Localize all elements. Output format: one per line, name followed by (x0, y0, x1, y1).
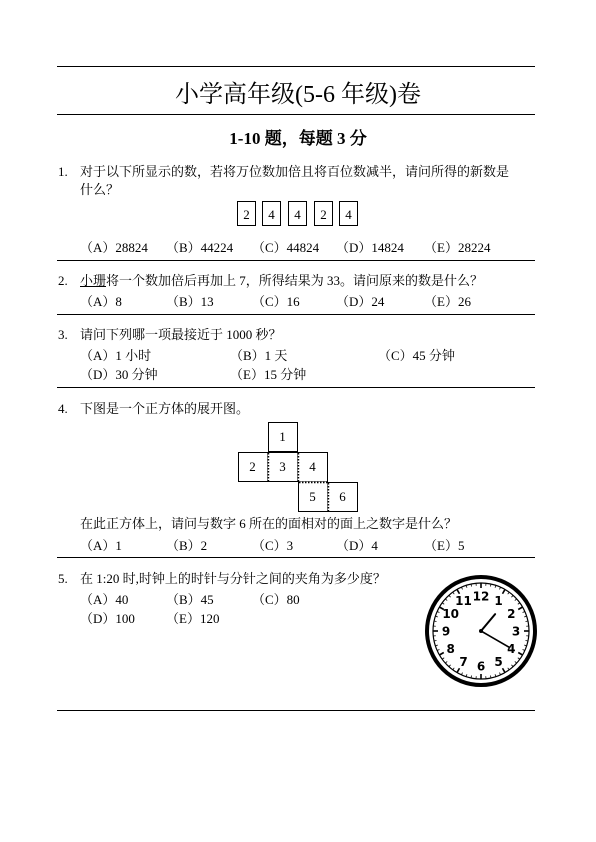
clock-number: 3 (511, 624, 521, 639)
clock-center-pin (479, 629, 483, 633)
q4-option-c[interactable]: （C）3 (252, 538, 294, 553)
q4-text: 下图是一个正方体的展开图。 (80, 401, 250, 416)
q4-option-e[interactable]: （E）5 (424, 538, 465, 553)
q3-option-c[interactable]: （C）45 分钟 (378, 348, 455, 363)
clock-number: 12 (472, 589, 490, 604)
q5-number: 5. (58, 571, 68, 586)
clock-tick (434, 640, 436, 641)
page-title: 小学高年级(5-6 年级)卷 (175, 82, 421, 108)
top-rule (57, 66, 535, 67)
q3-option-d[interactable]: （D）30 分钟 (80, 367, 158, 382)
clock-tick (526, 640, 528, 641)
clock-illustration (424, 574, 538, 688)
clock-number: 9 (441, 624, 451, 639)
q2-text (80, 272, 483, 290)
section-heading: 1-10 题，每题 3 分 (229, 129, 367, 148)
q3-divider (57, 387, 535, 388)
clock-tick (471, 676, 472, 678)
title-rule (57, 114, 535, 115)
clock-number: 4 (507, 642, 516, 656)
clock-number: 7 (459, 654, 468, 669)
q1-number: 1. (58, 164, 68, 179)
clock-number: 1 (494, 594, 503, 609)
net-face-6: 6 (339, 489, 346, 504)
q5-option-e[interactable]: （E）120 (166, 611, 220, 626)
q3-number: 3. (58, 327, 68, 342)
q1-option-d[interactable]: （D）14824 (336, 240, 404, 255)
q1-text-line2: 什么？ (80, 182, 120, 197)
q5-option-a[interactable]: （A）40 (80, 592, 129, 607)
q1-digit-box: 4 (262, 201, 281, 226)
q1-option-e[interactable]: （E）28224 (424, 240, 491, 255)
q1-option-c[interactable]: （C）44824 (252, 240, 320, 255)
q2-option-b[interactable]: （B）13 (166, 294, 214, 309)
bottom-rule (57, 710, 535, 711)
q3-text: 请问下列哪一项最接近于 1000 秒？ (80, 327, 282, 342)
net-face-4: 4 (309, 459, 316, 474)
q2-option-d[interactable]: （D）24 (336, 294, 385, 309)
q2-number: 2. (58, 273, 68, 288)
q4-divider (57, 557, 535, 558)
q4-number: 4. (58, 401, 68, 416)
q4-option-d[interactable]: （D）4 (336, 538, 378, 553)
q2-text-rest: 将一个数加倍后再加上 7，所得结果为 33。请问原来的数是什么？ (106, 273, 484, 288)
clock-tick (490, 584, 491, 586)
q1-digit-box: 2 (314, 201, 333, 226)
q5-text: 在 1:20 时,时钟上的时针与分针之间的夹角为多少度？ (80, 571, 386, 586)
q1-option-b[interactable]: （B）44224 (166, 240, 234, 255)
q2-option-e[interactable]: （E）26 (424, 294, 471, 309)
net-face-1: 1 (279, 429, 286, 444)
q5-option-b[interactable]: （B）45 (166, 592, 214, 607)
q4-question: 在此正方体上，请问与数字 6 所在的面相对的面上之数字是什么？ (80, 516, 458, 531)
clock-tick (526, 621, 528, 622)
clock-tick (490, 676, 491, 678)
q2-option-a[interactable]: （A）8 (80, 294, 122, 309)
q1-digit-box: 2 (237, 201, 256, 226)
q2-name: 小珊 (80, 273, 107, 288)
q1-digit-box: 4 (339, 201, 358, 226)
q2-divider (57, 314, 535, 315)
q5-option-c[interactable]: （C）80 (252, 592, 300, 607)
net-face-5: 5 (309, 489, 316, 504)
q3-option-e[interactable]: （E）15 分钟 (230, 367, 307, 382)
q1-digit-box: 4 (288, 201, 307, 226)
q3-option-a[interactable]: （A）1 小时 (80, 348, 152, 363)
clock-tick (471, 584, 472, 586)
q5-option-d[interactable]: （D）100 (80, 611, 135, 626)
q4-option-b[interactable]: （B）2 (166, 538, 208, 553)
q3-option-b[interactable]: （B）1 天 (230, 348, 288, 363)
net-face-2: 2 (249, 459, 256, 474)
clock-number: 2 (507, 607, 516, 621)
clock-number: 8 (446, 642, 455, 656)
clock-number: 5 (494, 654, 503, 669)
q1-option-a[interactable]: （A）28824 (80, 240, 148, 255)
clock-number: 11 (455, 594, 472, 609)
q4-option-a[interactable]: （A）1 (80, 538, 122, 553)
q2-option-c[interactable]: （C）16 (252, 294, 300, 309)
clock-number: 6 (476, 659, 486, 674)
clock-tick (434, 621, 436, 622)
q1-text-line1: 对于以下所显示的数，若将万位数加倍且将百位数减半，请问所得的新数是 (80, 164, 510, 179)
q1-divider (57, 260, 535, 261)
net-face-3: 3 (279, 459, 286, 474)
clock-number: 10 (442, 607, 460, 621)
